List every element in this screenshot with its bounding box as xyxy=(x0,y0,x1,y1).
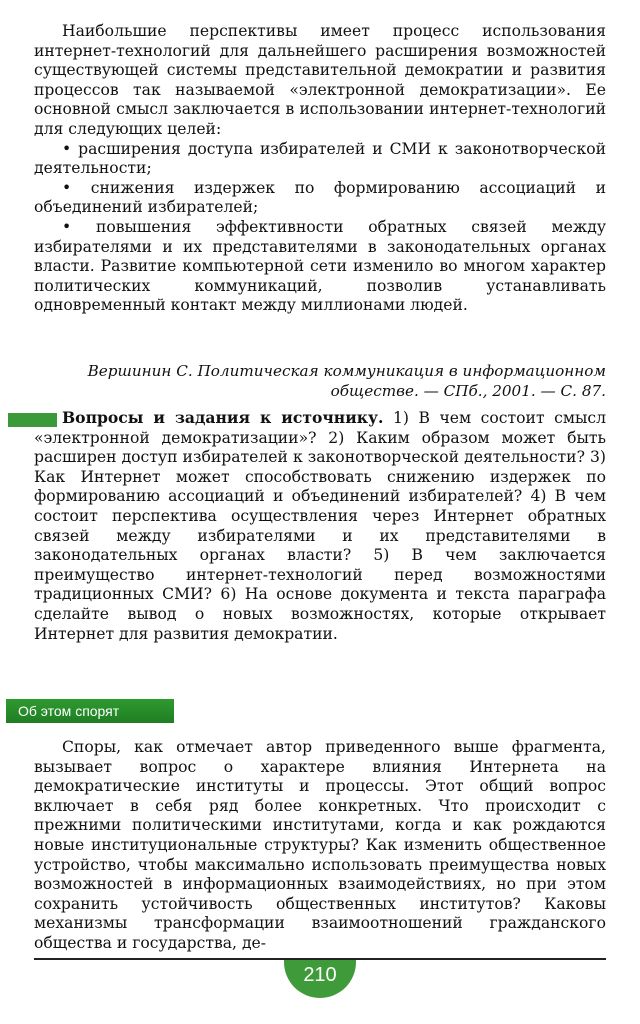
intro-section xyxy=(34,22,606,316)
bullet-item: • повышения эффективности обратных связей между избирателями и их представителями в законодательных органах власти. Развитие компьютерной сети изменило во многом характер политических коммуникаций, позволив устанавливать одновременный контакт между миллионами людей. xyxy=(34,217,606,315)
bullet-item: • расширения доступа избирателей и СМИ к законотворческой деятельности; xyxy=(34,139,606,178)
debate-section xyxy=(34,738,606,954)
questions-text: 1) В чем состоит смысл «электронной демократизации»? 2) Каким образом может быть расширен доступ избирателей к законотворческой деятельности? 3) Как Интернет может способствовать снижению издержек по формированию ассоциаций и объединений избирателей? 4) В чем состоит перспектива осуществления через Интернет обратных связей между избирателями и их представителями в законодательных органах власти? 5) В чем заключается преимущество интернет-технологий перед возможностями традиционных СМИ? 6) На основе документа и текста параграфа сделайте вывод о новых возможностях, которые открывает Интернет для развития демократии. xyxy=(34,409,607,643)
questions-heading: Вопросы и задания к источнику. xyxy=(62,408,384,427)
bullet-item: • снижения издержек по формированию ассоциаций и объединений избирателей; xyxy=(34,178,606,217)
debate-paragraph: Споры, как отмечает автор приведенного выше фрагмента, вызывает вопрос о характере влияния Интернета на демократические институты и процессы. Этот общий вопрос включает в себя ряд более конкретных. Что происходит с прежними политическими институтами, когда и как рождаются новые институциональные структуры? Как изменить общественное устройство, чтобы максимально использовать преимущества новых возможностей в информационных взаимодействиях, но при этом сохранить устойчивость общественных институтов? Каковы механизмы трансформации взаимоотношений гражданского общества и государства, де- xyxy=(34,738,606,952)
questions-section xyxy=(34,408,606,644)
page-number: 210 xyxy=(284,960,356,998)
debate-tag: Об этом спорят xyxy=(6,699,174,723)
source-citation: Вершинин С. Политическая коммуникация в информационном обществе. — СПб., 2001. — С. 87. xyxy=(87,362,606,400)
intro-paragraph: Наибольшие перспективы имеет процесс использования интернет-технологий для дальнейшего расширения возможностей существующей системы представительной демократии и развития процессов так называемой «электронной демократизации». Ее основной смысл заключается в использовании интернет-технологий для следующих целей: xyxy=(34,22,606,138)
